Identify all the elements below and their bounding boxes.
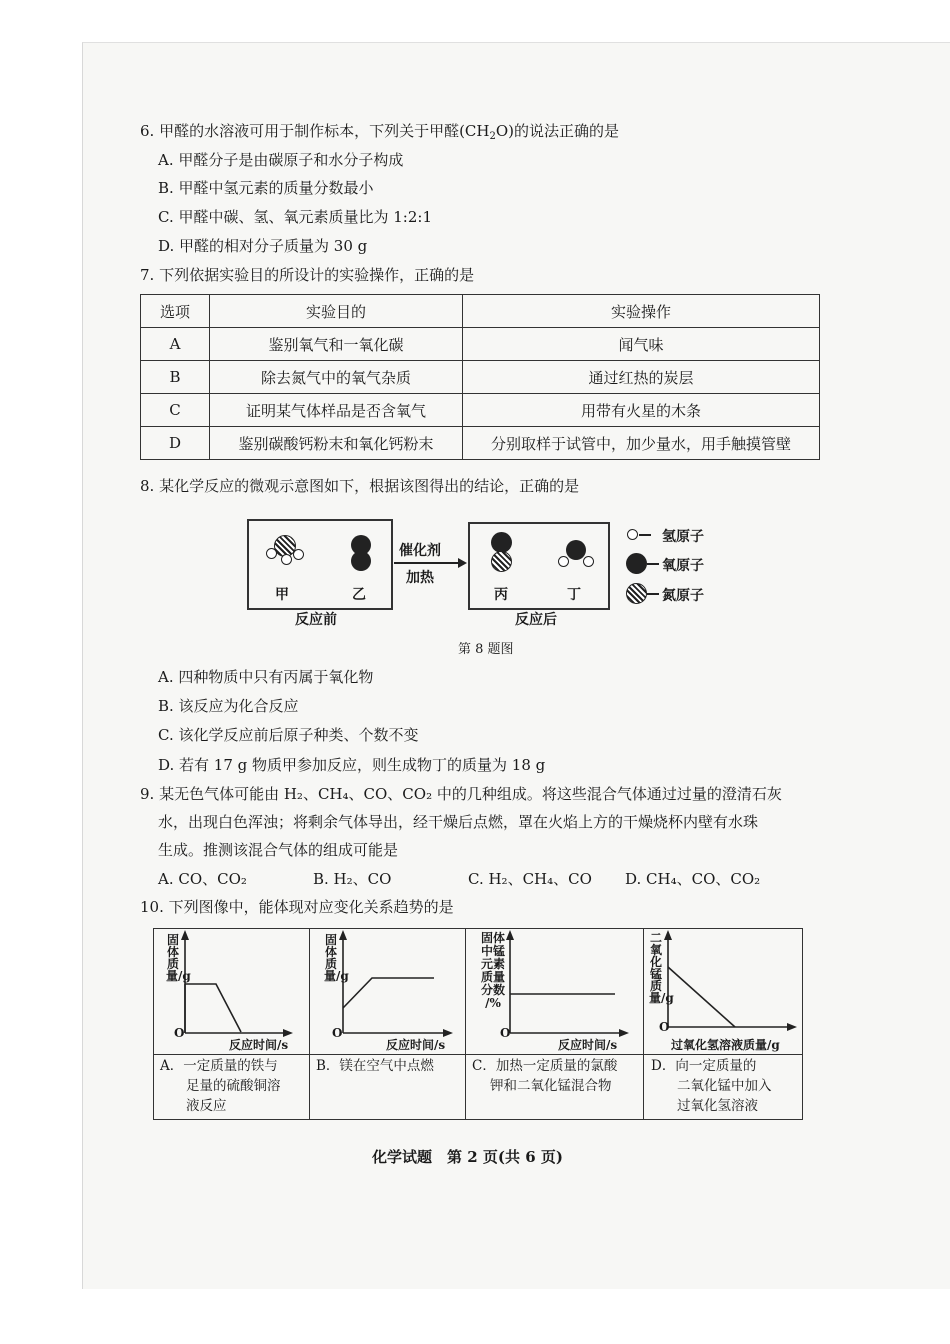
q6-stem: 6. 甲醛的水溶液可用于制作标本，下列关于甲醛$(CH_2O)$的说法正确的是 (140, 122, 620, 142)
table-cell: 鉴别碳酸钙粉末和氧化钙粉末 (210, 427, 463, 460)
x-axis-label-c: 反应时间/s (558, 1038, 618, 1052)
legend-nitrogen: 氮原子 (662, 588, 704, 604)
table-cell: 分别取样于试管中，加少量水，用手触摸管壁 (463, 427, 820, 460)
graph-caption-d: D．向一定质量的 二氧化锰中加入 过氧化氢溶液 (651, 1058, 772, 1114)
q9-option-a: A. CO、CO₂ (158, 870, 247, 888)
table-cell: 证明某气体样品是否含氧气 (210, 394, 463, 427)
q7-stem: 7. 下列依据实验目的所设计的实验操作，正确的是 (140, 266, 475, 284)
graph-caption-a: A．一定质量的铁与 足量的硫酸铜溶 液反应 (160, 1058, 281, 1114)
q6-option-c: C. 甲醛中碳、氢、氧元素质量比为 1:2:1 (158, 208, 432, 226)
table-cell: B (141, 361, 210, 394)
q9-option-b: B. H₂、CO (313, 870, 392, 888)
label-before: 反应前 (295, 612, 337, 628)
q10-stem: 10. 下列图像中，能体现对应变化关系趋势的是 (140, 898, 454, 916)
origin-a: O (174, 1026, 185, 1040)
origin-b: O (332, 1026, 343, 1040)
q9-option-c: C. H₂、CH₄、CO (468, 870, 592, 888)
q8-option-b: B. 该反应为化合反应 (158, 697, 299, 715)
label-yi: 乙 (352, 587, 366, 603)
label-catalyst: 催化剂 (399, 543, 441, 559)
q9-line-3: 生成。推测该混合气体的组成可能是 (158, 841, 399, 859)
table-cell: C (141, 394, 210, 427)
label-bing: 丙 (494, 587, 508, 603)
x-axis-label-b: 反应时间/s (386, 1038, 446, 1052)
y-axis-label-b: 固体质量/g (324, 933, 349, 983)
x-axis-label-d: 过氧化氢溶液质量/g (671, 1038, 780, 1052)
q6-option-d: D. 甲醛的相对分子质量为 30 g (158, 237, 368, 255)
page-footer: 化学试题 第 2 页(共 6 页) (372, 1148, 563, 1166)
label-after: 反应后 (515, 612, 557, 628)
graph-caption-c: C．加热一定质量的氯酸 钾和二氧化锰混合物 (472, 1058, 618, 1094)
table-cell: 闻气味 (463, 328, 820, 361)
graph-caption-b: B．镁在空气中点燃 (316, 1058, 434, 1074)
q8-stem: 8. 某化学反应的微观示意图如下，根据该图得出的结论，正确的是 (140, 477, 580, 495)
y-axis-label-c: 固体 中锰 元素 质量 分数 /% (480, 931, 505, 1010)
q8-option-a: A. 四种物质中只有丙属于氧化物 (158, 668, 374, 686)
table-cell: 鉴别氧气和一氧化碳 (210, 328, 463, 361)
q6-option-a: A. 甲醛分子是由碳原子和水分子构成 (158, 151, 404, 169)
label-jia: 甲 (275, 587, 289, 603)
table-header: 实验目的 (210, 295, 463, 328)
table-cell: 用带有火星的木条 (463, 394, 820, 427)
q9-line-2: 水，出现白色浑浊；将剩余气体导出，经干燥后点燃，罩在火焰上方的干燥烧杯内壁有水珠 (158, 813, 759, 831)
table-header: 选项 (141, 295, 210, 328)
table-header: 实验操作 (463, 295, 820, 328)
origin-c: O (500, 1026, 511, 1040)
origin-d: O (659, 1020, 670, 1034)
label-ding: 丁 (567, 587, 581, 603)
x-axis-label-a: 反应时间/s (229, 1038, 289, 1052)
q8-option-c: C. 该化学反应前后原子种类、个数不变 (158, 726, 419, 744)
y-axis-label-d: 二氧化锰质量/g (649, 931, 674, 1005)
table-cell: D (141, 427, 210, 460)
q9-option-d: D. CH₄、CO、CO₂ (625, 870, 761, 888)
q6-option-b: B. 甲醛中氢元素的质量分数最小 (158, 179, 374, 197)
y-axis-label-a: 固体质量/g (166, 933, 191, 983)
label-heat: 加热 (406, 570, 434, 586)
table-cell: 除去氮气中的氧气杂质 (210, 361, 463, 394)
figure-caption: 第 8 题图 (458, 642, 514, 657)
q8-option-d: D. 若有 17 g 物质甲参加反应，则生成物丁的质量为 18 g (158, 756, 546, 774)
legend-oxygen: 氧原子 (662, 558, 704, 574)
table-cell: 通过红热的炭层 (463, 361, 820, 394)
legend-hydrogen: 氢原子 (662, 529, 704, 545)
q9-line-1: 9. 某无色气体可能由 H₂、CH₄、CO、CO₂ 中的几种组成。将这些混合气体通过过量的澄清石灰 (140, 785, 782, 803)
table-cell: A (141, 328, 210, 361)
